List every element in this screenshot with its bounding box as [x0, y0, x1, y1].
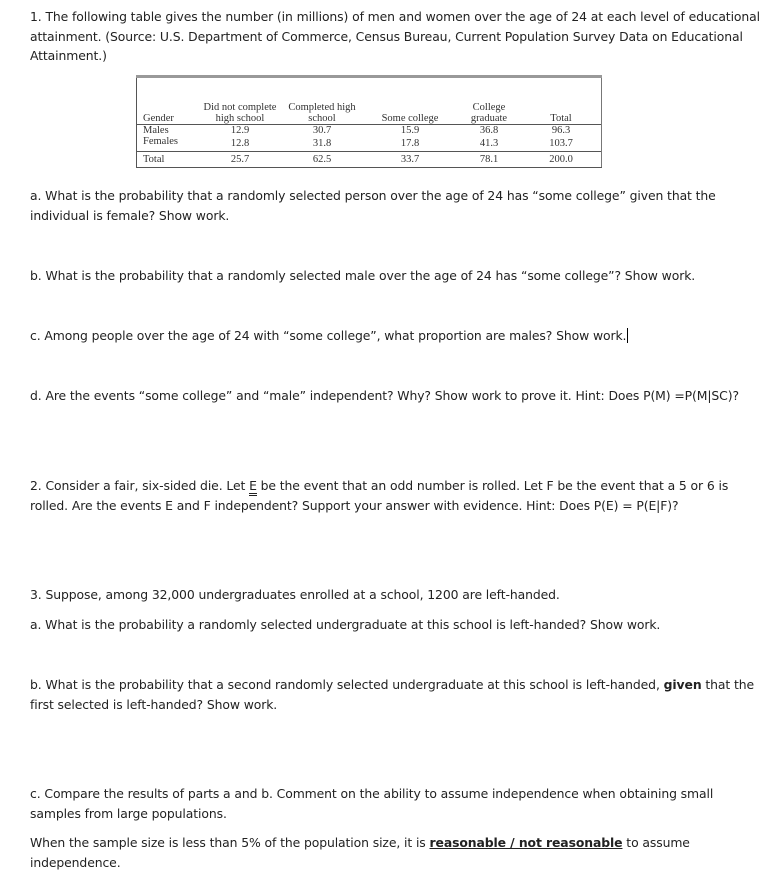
- final-statement-start: When the sample size is less than 5% of the population size, it is: [30, 835, 430, 850]
- row-label: Females: [137, 136, 200, 152]
- header-gender: Gender: [137, 77, 200, 125]
- table-cell: 41.3: [479, 138, 499, 149]
- table-cell: 78.1: [457, 152, 521, 168]
- table-row: [137, 152, 602, 168]
- q3-part-b-given: given: [663, 677, 702, 692]
- text-cursor: [627, 328, 628, 343]
- q2-text: [30, 476, 760, 516]
- table-cell: 15.9: [363, 125, 457, 137]
- q1-intro: 1. The following table gives the number (in millions) of men and women over the age of 24 at each level of educational attainment. (Source: U.S. Department of Commerce, Census Bureau, Current Population Survey Data on Educational Attainment.): [30, 9, 760, 63]
- table-row: [137, 136, 602, 152]
- q1-part-a: a. What is the probability that a randomly selected person over the age of 24 has “some college” given that the individual is female? Show work.: [30, 188, 716, 223]
- table-cell: 25.7: [199, 152, 281, 168]
- header-total: Total: [521, 77, 602, 125]
- table-cell: 30.7: [281, 125, 363, 137]
- q2-text-start: 2. Consider a fair, six-sided die. Let: [30, 478, 250, 493]
- table-cell: 36.8: [457, 125, 521, 137]
- q3-part-b-end: that the first selected is left-handed? Show work.: [30, 677, 755, 712]
- table-cell: 17.8: [400, 138, 420, 149]
- q2-event-e: E: [249, 479, 257, 496]
- header-some-college: Some college: [363, 77, 457, 125]
- q3-final-statement: [30, 833, 760, 872]
- table-cell: 200.0: [521, 152, 602, 168]
- final-statement-end: to assume independence.: [30, 835, 690, 870]
- table-cell: 96.3: [521, 125, 602, 137]
- attainment-table: [136, 75, 602, 168]
- q3-part-c: c. Compare the results of parts a and b. Comment on the ability to assume independence when obtaining small samples from large populations.: [30, 786, 714, 821]
- table-cell: 12.8: [230, 138, 250, 149]
- q3-part-a: a. What is the probability a randomly selected undergraduate at this school is left-handed? Show work.: [30, 617, 661, 632]
- table-header-row: [137, 77, 602, 125]
- q1-part-c-text: c. Among people over the age of 24 with “some college”, what proportion are males? Show work.: [30, 328, 627, 343]
- q1-part-c[interactable]: [30, 326, 760, 346]
- q3-intro: 3. Suppose, among 32,000 undergraduates enrolled at a school, 1200 are left-handed.: [30, 587, 560, 602]
- q2-text-end: be the event that an odd number is rolled. Let F be the event that a 5 or 6 is rolled. Are the events E and F independent? Support your answer with evidence. Hint: Does P(E) = P(E|F)?: [30, 478, 729, 513]
- header-college-graduate: College graduate: [457, 77, 521, 125]
- header-did-not-complete: Did not complete high school: [199, 77, 281, 125]
- q1-part-d: d. Are the events “some college” and “male” independent? Why? Show work to prove it. Hint: Does P(M) =P(M|SC)?: [30, 388, 739, 403]
- table-cell: 33.7: [363, 152, 457, 168]
- table-cell: 62.5: [281, 152, 363, 168]
- table-cell: 31.8: [312, 138, 332, 149]
- row-label: Males: [137, 125, 200, 137]
- q1-part-b: b. What is the probability that a randomly selected male over the age of 24 has “some college”? Show work.: [30, 268, 696, 283]
- reasonable-choice: reasonable / not reasonable: [429, 835, 623, 850]
- header-completed-high-school: Completed high school: [281, 77, 363, 125]
- table-cell: 12.9: [199, 125, 281, 137]
- table-row: [137, 125, 602, 137]
- row-label: Total: [137, 152, 200, 168]
- q3-part-b: [30, 675, 760, 714]
- q3-part-b-start: b. What is the probability that a second randomly selected undergraduate at this school is left-handed,: [30, 677, 664, 692]
- table-cell: 103.7: [521, 136, 602, 152]
